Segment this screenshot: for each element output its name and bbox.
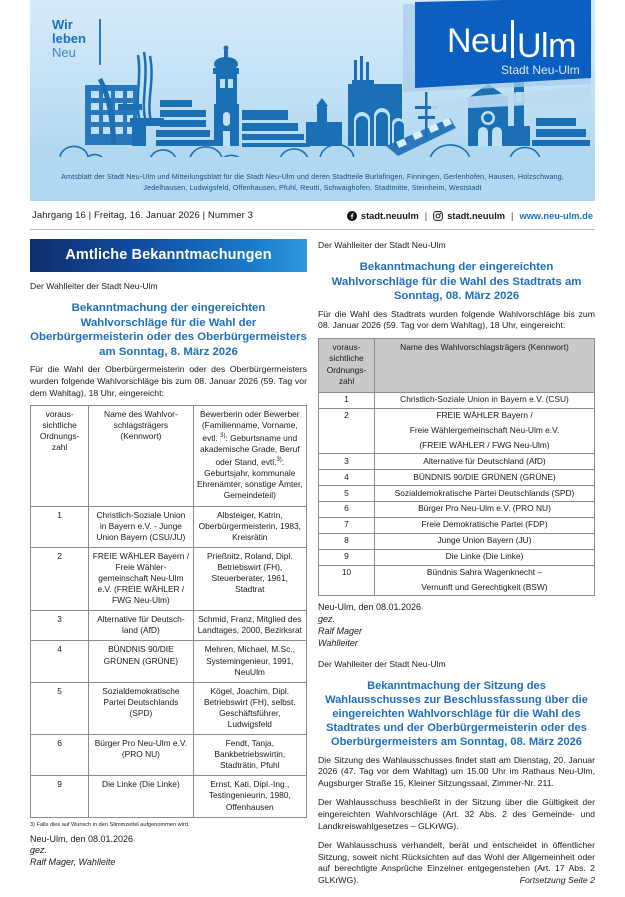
slogan-wir-leben-neu xyxy=(52,18,86,60)
right-para-3 xyxy=(318,840,595,886)
table-row xyxy=(319,533,595,549)
instagram-handle[interactable]: stadt.neuulm xyxy=(447,210,506,221)
cell-candidate: Prießnitz, Roland, Dipl. Betriebswirt (FH), Steuerberater, 1961, Stadtrat xyxy=(193,547,306,610)
header-bewerber: Bewerberin oder Bewerber (Familienname, Vorname, evtl. $^{3)}$: Geburtsname und akademische Grade, Beruf oder Stand, evtl.$^{3)}$: Geburtsjahr, kommunale Ehrenämter, sonstige Ämter, Gemeindeteil) xyxy=(193,406,306,506)
table-row xyxy=(31,611,307,641)
continuation-note: Fortsetzung Seite 2 xyxy=(519,874,595,885)
cell-num: 3 xyxy=(319,454,375,470)
left-intro-paragraph: Für die Wahl der Oberbürgermeisterin oder des Oberbürgermeisters wurden folgende Wahlvorschläge bis zum 08. Januar 2026 (59. Tag vor dem Wahltag), 18 Uhr, eingereicht: xyxy=(30,364,307,398)
cell-party: BÜNDNIS 90/DIE GRÜNEN (GRÜNE) xyxy=(375,470,595,486)
facebook-icon[interactable] xyxy=(347,211,357,221)
cell-party: Sozialdemokratische Partei Deutschlands (SPD) xyxy=(375,486,595,502)
sep-1: | xyxy=(424,210,428,221)
table-row xyxy=(319,470,595,486)
cell-num: 2 xyxy=(31,547,89,610)
ob-candidates-table xyxy=(30,405,307,818)
right-headline-1: Bekanntmachung der eingereichten Wahlvorschläge für die Wahl des Stadtrats am Sonntag, 08. März 2026 xyxy=(331,261,582,303)
cell-num: 2 xyxy=(319,408,375,454)
cell-num: 8 xyxy=(319,533,375,549)
cell-party: Bürger Pro Neu-Ulm e.V. (PRO NU) xyxy=(375,501,595,517)
left-signer: Ralf Mager, Wahlleite xyxy=(30,857,116,868)
masthead-subtitle: Amtsblatt der Stadt Neu-Ulm und Mitteilungsblatt für die Stadt Neu-Ulm und deren Stadtteile Burlafingen, Finningen, Gerlenhofen, Hausen, Holzschwang, Jedelhausen, Ludwigsfeld, Offenhausen, Pfuhl, Reutti, Schwaighofen, Stadtmitte, Steinheim, Weststadt xyxy=(30,165,595,201)
svg-text:Ulm: Ulm xyxy=(517,27,576,65)
cell-party: FREIE WÄHLER Bayern / Freie Wählergemeinschaft Neu-Ulm e.V. (FREIE WÄHLER / FWG Neu-Ulm) xyxy=(89,547,193,610)
right-signer-name: Ralf Mager xyxy=(318,625,363,636)
cell-num: 9 xyxy=(319,549,375,565)
table-row xyxy=(31,776,307,817)
table-row xyxy=(31,682,307,734)
cell-party: Junge Union Bayern (JU) xyxy=(375,533,595,549)
right-gez: gez. xyxy=(318,614,336,625)
svg-text:Neu: Neu xyxy=(447,22,508,60)
table-row xyxy=(319,486,595,502)
cell-num: 1 xyxy=(319,392,375,408)
cell-party: Die Linke (Die Linke) xyxy=(375,549,595,565)
table-header-row xyxy=(31,406,307,506)
table-header-row xyxy=(319,338,595,392)
cell-num: 5 xyxy=(31,682,89,734)
cell-party: Alternative für Deutschland (AfD) xyxy=(375,454,595,470)
cell-num: 5 xyxy=(319,486,375,502)
social-links xyxy=(347,211,593,221)
table-row xyxy=(319,517,595,533)
cell-candidate: Fendt, Tanja, Bankbetriebswirtin, Stadträtin, Pfuhl xyxy=(193,735,306,776)
header-wahlvorschlagstraeger: Name des Wahlvorschlagsträgers (Kennwort) xyxy=(375,338,595,392)
logo-parallelogram xyxy=(395,0,595,112)
right-para-1: Die Sitzung des Wahlausschusses findet statt am Dienstag, 20. Januar 2026 (47. Tag vor dem Wahltag) um 15.00 Uhr im Rathaus Neu-Ulm, Augsburger Straße 15, Kleiner Sitzungssaal, Zimmer-Nr. 211. xyxy=(318,754,595,788)
cell-party: Freie Wählergemeinschaft Neu-Ulm e.V. xyxy=(375,423,595,438)
cell-party: BÜNDNIS 90/DIE GRÜNEN (GRÜNE) xyxy=(89,641,193,682)
cell-party: Sozialdemokratische Partei Deutschlands (SPD) xyxy=(89,682,193,734)
left-column xyxy=(30,239,307,887)
cell-party: FREIE WÄHLER Bayern / xyxy=(375,408,595,423)
cell-num: 4 xyxy=(319,470,375,486)
cell-candidate: Schmid, Franz, Mitglied des Landtages, 2000, Bezirksrat xyxy=(193,611,306,641)
cell-party: Alternative für Deutschland (AfD) xyxy=(89,611,193,641)
instagram-icon[interactable] xyxy=(433,211,443,221)
cell-candidate: Albsteiger, Katrin, Oberbürgermeisterin, 1983, Kreisrätin xyxy=(193,506,306,547)
table-row xyxy=(31,641,307,682)
left-place-date: Neu-Ulm, den 08.01.2026 xyxy=(30,833,134,844)
right-place-date: Neu-Ulm, den 08.01.2026 xyxy=(318,602,422,613)
right-column xyxy=(318,239,595,887)
cell-num: 6 xyxy=(319,501,375,517)
issue-info-bar xyxy=(30,201,595,230)
right-para-3-text: Der Wahlausschuss verhandelt, berät und entscheidet in öffentlicher Sitzung, soweit nicht Rücksichten auf das Wohl der Allgemeinheit oder auf berechtigte Ansprüche Einzelner entgegenstehen (Art. 17 Abs. 2 GLKrWG). xyxy=(318,840,595,885)
header-ordnungszahl: voraussichtliche Ordnungszahl xyxy=(319,338,375,392)
table-row xyxy=(319,454,595,470)
city-logo xyxy=(395,0,595,112)
slogan-divider xyxy=(99,19,101,65)
right-signoff xyxy=(318,602,595,649)
cell-num: 4 xyxy=(31,641,89,682)
issue-line: Jahrgang 16 | Freitag, 16. Januar 2026 | Nummer 3 xyxy=(32,210,254,221)
website-link[interactable]: www.neu-ulm.de xyxy=(519,210,593,221)
left-signoff xyxy=(30,834,307,869)
cell-party: (FREIE WÄHLER / FWG Neu-Ulm) xyxy=(375,438,595,453)
left-kicker: Der Wahlleiter der Stadt Neu-Ulm xyxy=(30,281,158,291)
cell-party: Christlich-Soziale Union in Bayern e.V. - Junge Union Bayern (CSU/JU) xyxy=(89,506,193,547)
cell-candidate: Ernst, Kati, Dipl.-Ing., Testingenieurin, 1980, Offenhausen xyxy=(193,776,306,817)
cell-party: Christlich-Soziale Union in Bayern e.V. (CSU) xyxy=(375,392,595,408)
svg-text:Stadt Neu-Ulm: Stadt Neu-Ulm xyxy=(501,63,580,77)
cell-candidate: Kögel, Joachim, Dipl. Betriebswirt (FH), selbst. Geschäftsführer, Ludwigsfeld xyxy=(193,682,306,734)
slogan-line-3: Neu xyxy=(52,45,76,60)
sep-2: | xyxy=(511,210,514,221)
left-headline: Bekanntmachung der eingereichten Wahlvorschläge für die Wahl der Oberbürgermeisterin oder des Oberbürgermeisters am Sonntag, 8. März 2026 xyxy=(30,302,307,358)
cell-num: 6 xyxy=(31,735,89,776)
table-row xyxy=(319,408,595,423)
stadtrat-proposals-table xyxy=(318,338,595,596)
cell-party: Bündnis Sahra Wagenknecht – xyxy=(375,565,595,580)
cell-candidate: Mehren, Michael, M.Sc., Systemingenieur, 1991, NeuUlm xyxy=(193,641,306,682)
left-gez: gez. xyxy=(30,845,48,856)
cell-party: Die Linke (Die Linke) xyxy=(89,776,193,817)
cell-num: 9 xyxy=(31,776,89,817)
table-row xyxy=(31,506,307,547)
table-row xyxy=(319,565,595,580)
right-headline-2: Bekanntmachung der Sitzung des Wahlausschusses zur Beschlussfassung über die eingereichten Wahlvorschläge für die Wahl des Stadtrates und der Oberbürgermeisterin oder des Oberbürgermeisters am Sonntag, 08. März 2026 xyxy=(325,679,588,749)
table-row xyxy=(319,501,595,517)
header-wahlvorschlagstraeger: Name des Wahlvorschlagsträgers (Kennwort) xyxy=(89,406,193,506)
right-para-2: Der Wahlausschuss beschließt in der Sitzung über die Gültigkeit der eingereichten Wahlvorschläge (Art. 32 Abs. 2 des Gemeinde- und Landkreiswahlgesetzes – GLKrWG). xyxy=(318,797,595,831)
cell-num: 1 xyxy=(31,506,89,547)
left-footnote: 3) Falls dies auf Wunsch in den Stimmzettel aufgenommen wird. xyxy=(30,821,190,828)
table-row xyxy=(319,549,595,565)
stadtrat-proposals-body xyxy=(319,392,595,596)
cell-party: Freie Demokratische Partei (FDP) xyxy=(375,517,595,533)
cell-party: Vernunft und Gerechtigkeit (BSW) xyxy=(375,580,595,595)
section-banner-amtliche-bekanntmachungen: Amtliche Bekanntmachungen xyxy=(30,239,307,272)
table-row xyxy=(31,547,307,610)
cell-num: 7 xyxy=(319,517,375,533)
table-row xyxy=(31,735,307,776)
cell-num: 10 xyxy=(319,565,375,596)
slogan-line-1: Wir xyxy=(52,17,73,32)
ob-candidates-body xyxy=(31,506,307,817)
right-kicker-1: Der Wahlleiter der Stadt Neu-Ulm xyxy=(318,240,446,250)
two-column-body xyxy=(30,230,595,887)
slogan-line-2: leben xyxy=(52,31,86,46)
table-row xyxy=(319,392,595,408)
right-signer-title: Wahlleiter xyxy=(318,637,358,648)
header-ordnungszahl: voraussichtliche Ordnungszahl xyxy=(31,406,89,506)
facebook-handle[interactable]: stadt.neuulm xyxy=(360,210,419,221)
right-kicker-2: Der Wahlleiter der Stadt Neu-Ulm xyxy=(318,658,446,669)
masthead-image xyxy=(30,0,595,165)
cell-num: 3 xyxy=(31,611,89,641)
right-intro-paragraph: Für die Wahl des Stadtrats wurden folgende Wahlvorschläge bis zum 08. Januar 2026 (59. Tag vor dem Wahltag), 18 Uhr, eingereicht: xyxy=(318,308,595,331)
cell-party: Bürger Pro Neu-Ulm e.V. (PRO NU) xyxy=(89,735,193,776)
